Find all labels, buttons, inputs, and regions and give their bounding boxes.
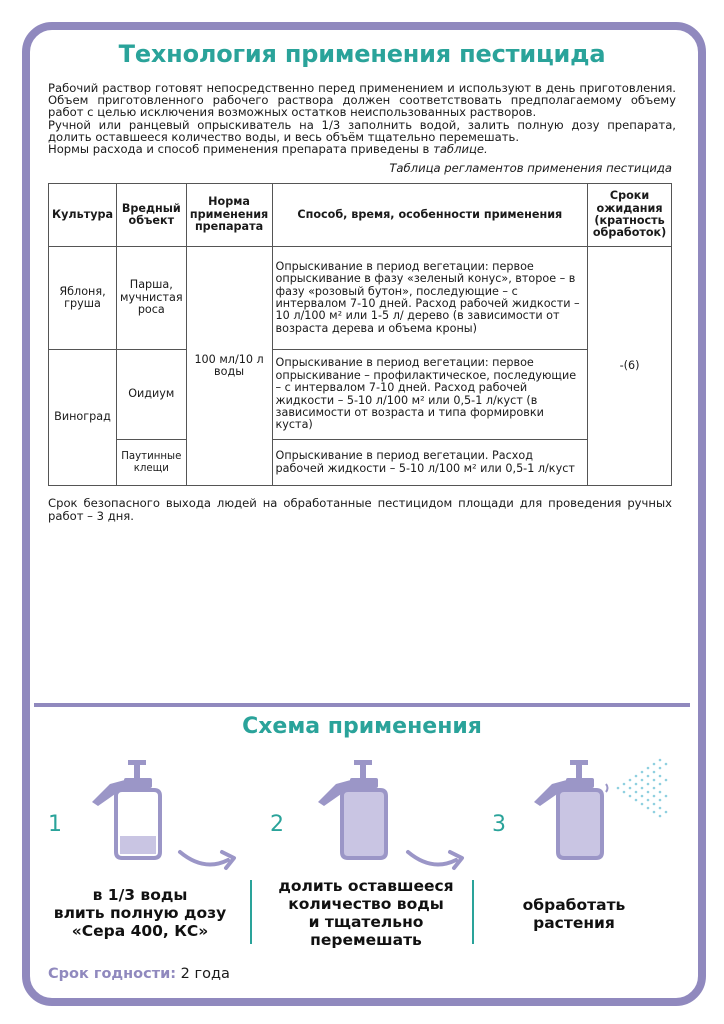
table-caption: Таблица регламентов применения пестицида [389, 161, 672, 175]
step-2-line: перемешать [310, 931, 422, 949]
step-3-text [484, 896, 664, 932]
step-1-line: влить полную дозу [53, 904, 227, 922]
intro-paragraph-1: Рабочий раствор готовят непосредственно перед применением и используют в день приготовления. Объем приготовленного рабочего раствора должен соответствовать предполагаемому объему работ с целью исключения возможных остатков неиспользованных растворов. [48, 81, 676, 120]
expiry [48, 966, 230, 982]
cell-method: Опрыскивание в период вегетации. Расход рабочей жидкости – 5-10 л/100 м² или 0,5-1 л/куст [272, 440, 588, 486]
cell-method: Опрыскивание в период вегетации: первое опрыскивание в фазу «зеленый конус», второе – в фазу «розовый бутон», последующие – с интервалом 7-10 дней. Расход рабочей жидкости – 10 л/100 м² или 1-5 л/ дерево (в зависимости от возраста дерева и объема кроны) [272, 247, 588, 350]
step-number-2: 2 [270, 812, 284, 837]
header-rate: Норма применения препарата [186, 184, 272, 247]
step-2-line: долить оставшееся [278, 877, 454, 895]
sprayer-bottle-icon [314, 756, 394, 860]
header-method: Способ, время, особенности применения [272, 184, 588, 247]
cell-pest: Паутинные клещи [117, 440, 187, 486]
scheme-title: Схема применения [242, 714, 482, 739]
cell-pest: Парша, мучнистая роса [117, 247, 187, 350]
step-1-text [40, 886, 240, 940]
step-2-line: количество воды [288, 895, 444, 913]
section-divider [34, 703, 690, 707]
step-separator [472, 880, 474, 944]
header-pest: Вредный объект [117, 184, 187, 247]
step-2-text [262, 877, 470, 949]
table-row [49, 440, 672, 486]
step-3-line: обработать [522, 896, 626, 914]
table-row [49, 350, 672, 440]
page-title: Технология применения пестицида [118, 40, 606, 68]
step-number-1: 1 [48, 812, 62, 837]
sprayer-spraying-icon [530, 748, 670, 860]
step-number-3: 3 [492, 812, 506, 837]
cell-culture: Яблоня, груша [49, 247, 117, 350]
step-1-line: в 1/3 воды [92, 886, 188, 904]
cell-waiting: -(6) [588, 247, 672, 486]
step-separator [250, 880, 252, 944]
curved-arrow-icon [176, 846, 240, 872]
header-culture: Культура [49, 184, 117, 247]
header-waiting: Сроки ожидания (кратность обработок) [588, 184, 672, 247]
regulations-table [48, 183, 672, 486]
intro-paragraph-3-italic: таблице. [433, 142, 488, 157]
expiry-value: 2 года [180, 966, 230, 982]
intro-text [48, 82, 676, 155]
intro-paragraph-3-text: Нормы расхода и способ применения препарата приведены в [48, 142, 434, 157]
intro-paragraph-3 [48, 143, 676, 155]
curved-arrow-icon [404, 846, 468, 872]
step-1-line: «Сера 400, КС» [71, 922, 209, 940]
cell-pest: Оидиум [117, 350, 187, 440]
safety-note: Срок безопасного выхода людей на обработанные пестицидом площади для проведения ручных работ – 3 дня. [48, 496, 672, 523]
cell-method: Опрыскивание в период вегетации: первое опрыскивание – профилактическое, последующие – с интервалом 7-10 дней. Расход рабочей жидкости – 5-10 л/100 м² или 0,5-1 л/куст (в зависимости от возраста и типа формировки куста) [272, 350, 588, 440]
step-2-line: и тщательно [308, 913, 424, 931]
sprayer-bottle-icon [88, 756, 168, 860]
cell-culture: Виноград [49, 350, 117, 486]
expiry-label: Срок годности: [48, 966, 177, 982]
table-row [49, 247, 672, 350]
cell-rate: 100 мл/10 л воды [186, 247, 272, 486]
step-3-line: растения [533, 914, 615, 932]
intro-paragraph-2: Ручной или ранцевый опрыскиватель на 1/3 заполнить водой, залить полную дозу препарата, долить оставшееся количество воды, и весь объём тщательно перемешать. [48, 117, 676, 144]
table-header-row [49, 184, 672, 247]
